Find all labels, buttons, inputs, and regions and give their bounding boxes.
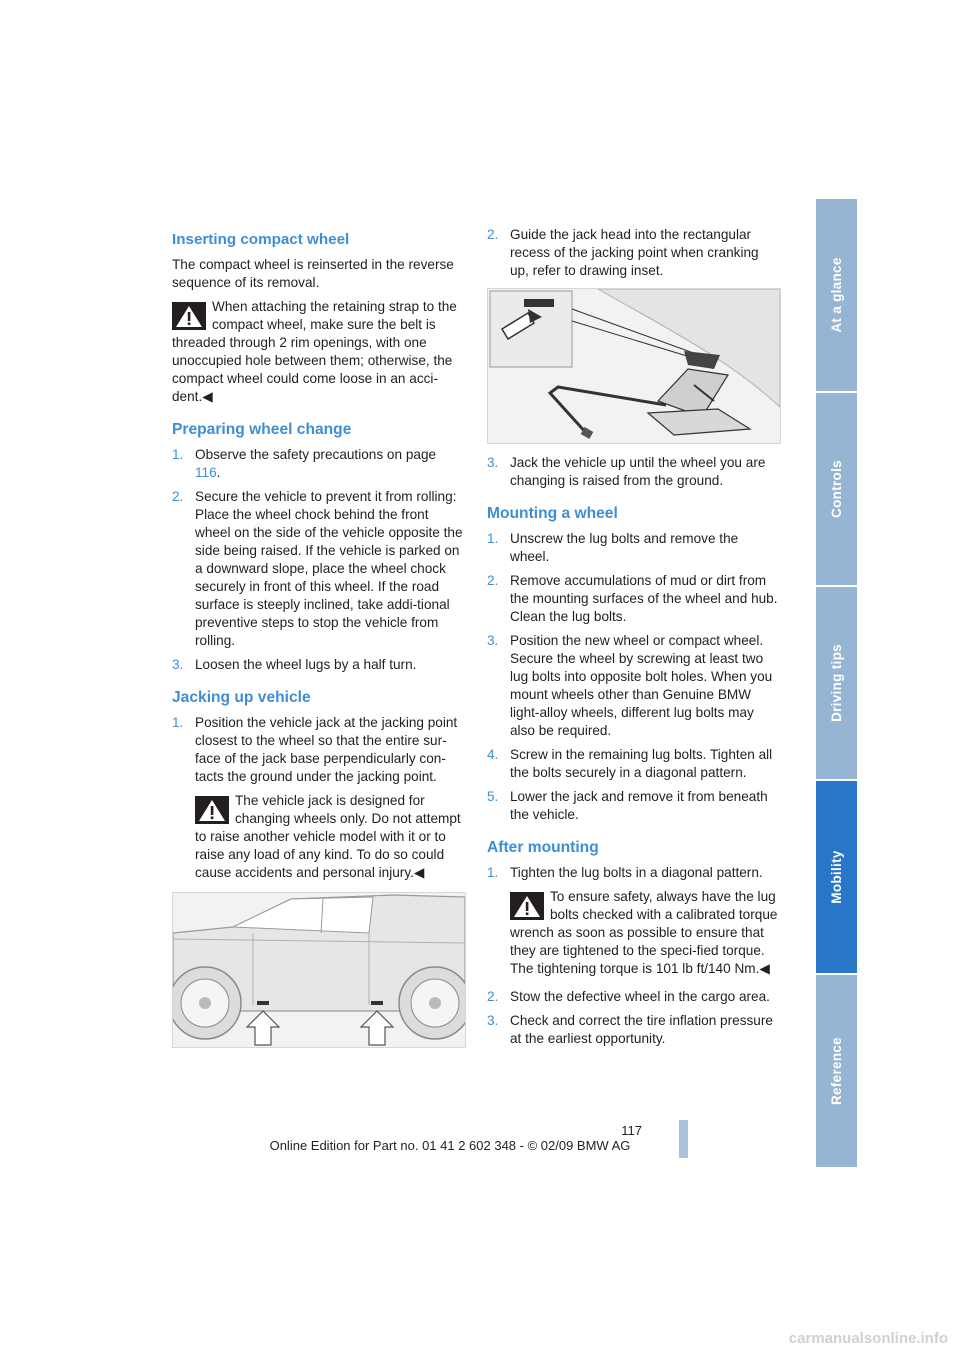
mounting-steps [487,530,779,824]
left-column [172,226,464,1048]
tab-controls[interactable] [816,393,857,585]
warning-text: When attaching the retaining strap to the compact wheel, make sure the belt is threaded through 2 rim openings, with one unoccupied hole between them; otherwise, the compact wheel could come loose in an acci-dent.◀ [172,299,457,404]
list-item [172,656,464,674]
step-text: Tighten the lug bolts in a diagonal pattern. [510,865,763,880]
step-text: Remove accumulations of mud or dirt from the mounting surfaces of the wheel and hub. Clean the lug bolts. [510,573,778,624]
jack-illustration [487,288,781,444]
step-number: 3. [487,455,499,470]
list-item [487,572,779,626]
list-item [172,446,464,482]
step-text: Position the new wheel or compact wheel. Secure the wheel by screwing at least two lug bolts into opposite bolt holes. When you mount wheels other than Genuine BMW light-alloy wheels, different lug bolts may also be required. [510,633,773,738]
heading-after-mounting: After mounting [487,839,599,856]
tab-mobility[interactable] [816,781,857,973]
list-item [487,454,779,490]
tab-reference[interactable] [816,975,857,1167]
step-number: 1. [172,447,184,462]
tab-label: At a glance [828,257,844,333]
step-number: 2. [487,573,499,588]
step-text: Position the vehicle jack at the jacking point closest to the wheel so that the entire sur-face of the jack base perpendicularly con-tacts the ground under the jacking point. [195,715,458,784]
warning-triangle-icon [510,892,544,920]
jack-step-2-list [487,226,779,280]
step-number: 3. [172,657,184,672]
list-item [172,714,464,786]
after-step-1-list [487,864,779,882]
step-text: Screw in the remaining lug bolts. Tighten all the bolts securely in a diagonal pattern. [510,747,773,780]
right-column [487,226,779,1054]
step-number: 2. [172,489,184,504]
heading-inserting-compact-wheel: Inserting compact wheel [172,231,350,248]
after-steps [487,988,779,1048]
tab-label: Driving tips [828,644,844,722]
step-number: 3. [487,633,499,648]
warning-compact [172,298,464,406]
step-number: 3. [487,1013,499,1028]
list-item [172,488,464,650]
warning-triangle-icon [195,796,229,824]
compact-intro: The compact wheel is reinserted in the reverse sequence of its removal. [172,257,454,290]
step-number: 1. [172,715,184,730]
watermark: carmanualsonline.info [788,1330,948,1347]
warning-torque [510,888,779,978]
tab-driving-tips[interactable] [816,587,857,779]
page-number: 117 [621,1123,642,1138]
vehicle-jacking-points-illustration [172,892,466,1048]
list-item [487,1012,779,1048]
step-number: 4. [487,747,499,762]
step-number: 5. [487,789,499,804]
heading-mounting-a-wheel: Mounting a wheel [487,505,618,522]
edition-footer: Online Edition for Part no. 01 41 2 602 348 - © 02/09 BMW AG [269,1138,631,1153]
warning-text: To ensure safety, always have the lug bolts checked with a calibrated torque wrench as soon as possible to ensure that they are tightened to the speci-fied torque. The tightening torque is 101 lb ft/140 Nm.◀ [510,889,778,976]
step-number: 2. [487,989,499,1004]
heading-preparing-wheel-change: Preparing wheel change [172,421,352,438]
step-text: Jack the vehicle up until the wheel you are changing is raised from the ground. [510,455,766,488]
tab-label: Reference [828,1037,844,1105]
jacking-steps [172,714,464,786]
step-text: Secure the vehicle to prevent it from rolling: Place the wheel chock behind the front wheel on the side of the vehicle opposite the side being raised. If the vehicle is parked on a downward slope, place the wheel chock securely in front of this wheel. If the road surface is steeply inclined, take addi-tional preventive steps to stop the vehicle from rolling. [195,489,463,648]
step-text-end: . [216,465,221,480]
step-text: Unscrew the lug bolts and remove the wheel. [510,531,739,564]
preparing-steps [172,446,464,674]
step-text: Guide the jack head into the rectangular recess of the jacking point when cranking up, refer to drawing inset. [510,227,759,278]
step-number: 1. [487,865,499,880]
list-item [487,530,779,566]
warning-jack [195,792,464,882]
list-item [487,788,779,824]
section-tabs [816,199,857,1169]
list-item [487,226,779,280]
jack-step-3-list [487,454,779,490]
step-number: 2. [487,227,499,242]
tab-label: Mobility [828,850,844,904]
footer-accent-bar [679,1120,688,1158]
step-text: Observe the safety precautions on page [195,447,437,462]
step-text: Check and correct the tire inflation pressure at the earliest opportunity. [510,1013,773,1046]
warning-triangle-icon [172,302,206,330]
list-item [487,746,779,782]
page-link[interactable]: 116 [195,465,217,480]
tab-at-a-glance[interactable] [816,199,857,391]
tab-label: Controls [828,460,844,518]
heading-jacking-up-vehicle: Jacking up vehicle [172,689,311,706]
step-text: Stow the defective wheel in the cargo area. [510,989,770,1004]
step-number: 1. [487,531,499,546]
list-item [487,632,779,740]
list-item [487,988,779,1006]
step-text: Loosen the wheel lugs by a half turn. [195,657,417,672]
step-text: Lower the jack and remove it from beneath the vehicle. [510,789,768,822]
list-item [487,864,779,882]
warning-text: The vehicle jack is designed for changing wheels only. Do not attempt to raise another vehicle model with it or to raise any load of any kind. To do so could cause accidents and personal injury.◀ [195,793,461,880]
